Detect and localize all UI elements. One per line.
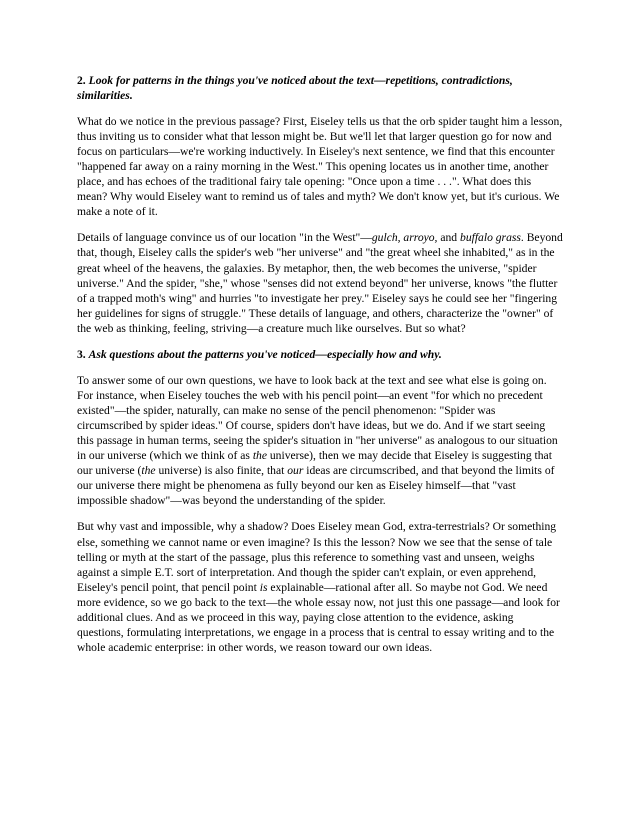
italic-text: gulch, arroyo, <box>371 231 438 245</box>
section-number: 2. <box>77 74 86 87</box>
section-number: 3. <box>77 348 86 361</box>
paragraph-text: But why vast and impossible, why a shadow? Does Eiseley mean God, extra-terrestrials? Or something else, something we cannot name or even imagine? Is this the lesson? Now we see that the sense of tale telling or myth at the start of the passage, plus this reference to something vast and unseen, weighs against a simple E.T. sort of interpretation. And though the spider can't explain, or even apprehend, Eiseley's pencil point, that pencil point <box>77 520 557 594</box>
italic-text: buffalo grass <box>460 231 521 245</box>
paragraph-text: . Beyond that, though, Eiseley calls the spider's web "her universe" and "the great wheel she inhabited," as in the great wheel of the heavens, the galaxies. By metaphor, then, the web becomes the universe, "spider universe." And the spider, "she," whose "senses did not extend beyond" her universe, knows "the flutter of a trapped moth's wing" and hurries "to investigate her prey." Eiseley says he could see her "fingering her guidelines for signs of struggle." These details of language, and others, characterize the "owner" of the web as thinking, feeling, striving—a creature much like ourselves. But so what? <box>77 231 563 335</box>
paragraph-1: What do we notice in the previous passage? First, Eiseley tells us that the orb spider taught him a lesson, thus inviting us to consider what that lesson might be. But we'll let that larger question go for now and focus on particulars—we're working inductively. In Eiseley's next sentence, we find that this encounter "happened far away on a rainy morning in the West." This opening locates us in another time, another place, and has echoes of the traditional fairy tale opening: "Once upon a time . . .". What does this mean? Why would Eiseley want to remind us of tales and myth? We don't know yet, but it's curious. We make a note of it. <box>77 114 563 219</box>
italic-text: our <box>287 464 304 478</box>
paragraph-text: ideas are circumscribed, and that beyond the limits of our universe there might be phenomena as fully beyond our ken as Eiseley himself—that "vast impossible shadow"—was beyond the understanding of the spider. <box>77 464 555 508</box>
paragraph-text: and <box>437 231 461 245</box>
paragraph-4 <box>77 519 563 655</box>
paragraph-2 <box>77 230 563 336</box>
section-heading-3 <box>77 347 563 362</box>
paragraph-text: Details of language convince us of our location "in the West"— <box>77 231 372 245</box>
section-title: Ask questions about the patterns you've noticed—especially how and why. <box>88 348 442 361</box>
italic-text: the <box>252 449 267 463</box>
italic-text: is <box>259 580 268 594</box>
paragraph-text: To answer some of our own questions, we have to look back at the text and see what else is going on. For instance, when Eiseley touches the web with his pencil point—an event "for which no precedent existed"—the spider, naturally, can make no sense of the pencil phenomenon: "Spider was circumscribed by spider ideas." Of course, spiders don't have ideas, but we do. And if we start seeing this passage in human terms, seeing the spider's situation in "her universe" as analogous to our situation in our universe (which we think of as <box>77 373 558 463</box>
paragraph-text: explainable—rational after all. So maybe not God. We need more evidence, so we go back to the text—the whole essay now, not just this one passage—and look for additional clues. And as we proceed in this way, paying close attention to the evidence, asking questions, formulating interpretations, we engage in a process that is central to essay writing and to the whole academic enterprise: in other words, we reason toward our own ideas. <box>77 580 560 655</box>
paragraph-text: universe), then we may decide that Eiseley is suggesting that our universe ( <box>77 449 552 478</box>
paragraph-3 <box>77 373 563 509</box>
section-title: Look for patterns in the things you've noticed about the text—repetitions, contradictions, similarities. <box>77 74 513 103</box>
document-body <box>77 73 563 666</box>
italic-text: the <box>141 464 156 478</box>
section-heading-2 <box>77 73 563 103</box>
paragraph-text: universe) is also finite, that <box>155 464 288 478</box>
